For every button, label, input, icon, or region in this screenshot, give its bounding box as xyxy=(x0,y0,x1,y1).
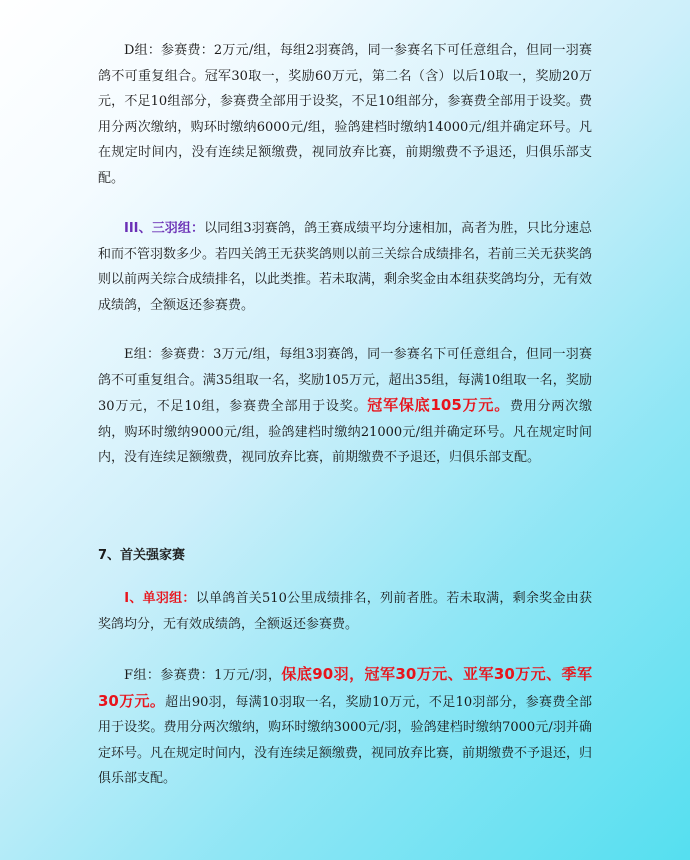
group-f-text-2: 超出90羽，每满10羽取一名，奖励10万元，不足10羽部分，参赛费全部用于设奖。费用分两次缴纳，购环时缴纳3000元/羽，验鸽建档时缴纳7000元/羽并确定环号。凡在规定时间内，没有连续足额缴费，视同放弃比赛，前期缴费不予退还，归俱乐部支配。 xyxy=(98,694,593,786)
single-bird-group-text: 以单鸽首关510公里成绩排名，列前者胜。若未取满，剩余奖金由获奖鸽均分，无有效成绩鸽，全额返还参赛费。 xyxy=(98,591,592,632)
section-heading-paragraph xyxy=(98,543,592,569)
group-f-paragraph xyxy=(98,662,592,792)
group-f-highlight: 保底90羽，冠军30万元、亚军30万元、季军30万元。 xyxy=(98,665,593,710)
three-bird-group-paragraph xyxy=(98,216,592,318)
group-f-text-1: F组：参赛费：1万元/羽， xyxy=(124,668,282,683)
group-e-text-2: 费用分两次缴纳，购环时缴纳9000元/组，验鸽建档时缴纳21000元/组并确定环号。凡在规定时间内，没有连续足额缴费，视同放弃比赛，前期缴费不予退还，归俱乐部支配。 xyxy=(98,399,592,465)
three-bird-group-label: III、三羽组： xyxy=(124,221,205,236)
section-heading: 7、首关强家赛 xyxy=(98,548,186,563)
single-bird-group-label: Ⅰ、单羽组： xyxy=(124,591,196,606)
group-d-text: D组：参赛费：2万元/组，每组2羽赛鸽，同一参赛名下可任意组合，但同一羽赛鸽不可重复组合。冠军30取一，奖励60万元，第二名（含）以后10取一，奖励20万元，不足10组部分，参赛费全部用于设奖，不足10组部分，参赛费全部用于设奖。费用分两次缴纳，购环时缴纳6000元/组，验鸽建档时缴纳14000元/组并确定环号。凡在规定时间内，没有连续足额缴费，视同放弃比赛，前期缴费不予退还，归俱乐部支配。 xyxy=(98,43,592,186)
group-e-text-1: E组：参赛费：3万元/组，每组3羽赛鸽，同一参赛名下可任意组合，但同一羽赛鸽不可重复组合。满35组取一名，奖励105万元，超出35组，每满10组取一名，奖励30万元，不足10组，参赛费全部用于设奖。 xyxy=(98,347,592,414)
single-bird-group-paragraph xyxy=(98,586,592,637)
group-e-highlight: 冠军保底105万元。 xyxy=(367,396,510,414)
group-d-paragraph xyxy=(98,38,592,191)
three-bird-group-text: 以同组3羽赛鸽，鸽王赛成绩平均分速相加，高者为胜，只比分速总和而不管羽数多少。若四关鸽王无获奖鸽则以前三关综合成绩排名，若前三关无获奖鸽则以前两关综合成绩排名，以此类推。若未取满，剩余奖金由本组获奖鸽均分，无有效成绩鸽，全额返还参赛费。 xyxy=(98,221,593,313)
group-e-paragraph xyxy=(98,342,592,471)
